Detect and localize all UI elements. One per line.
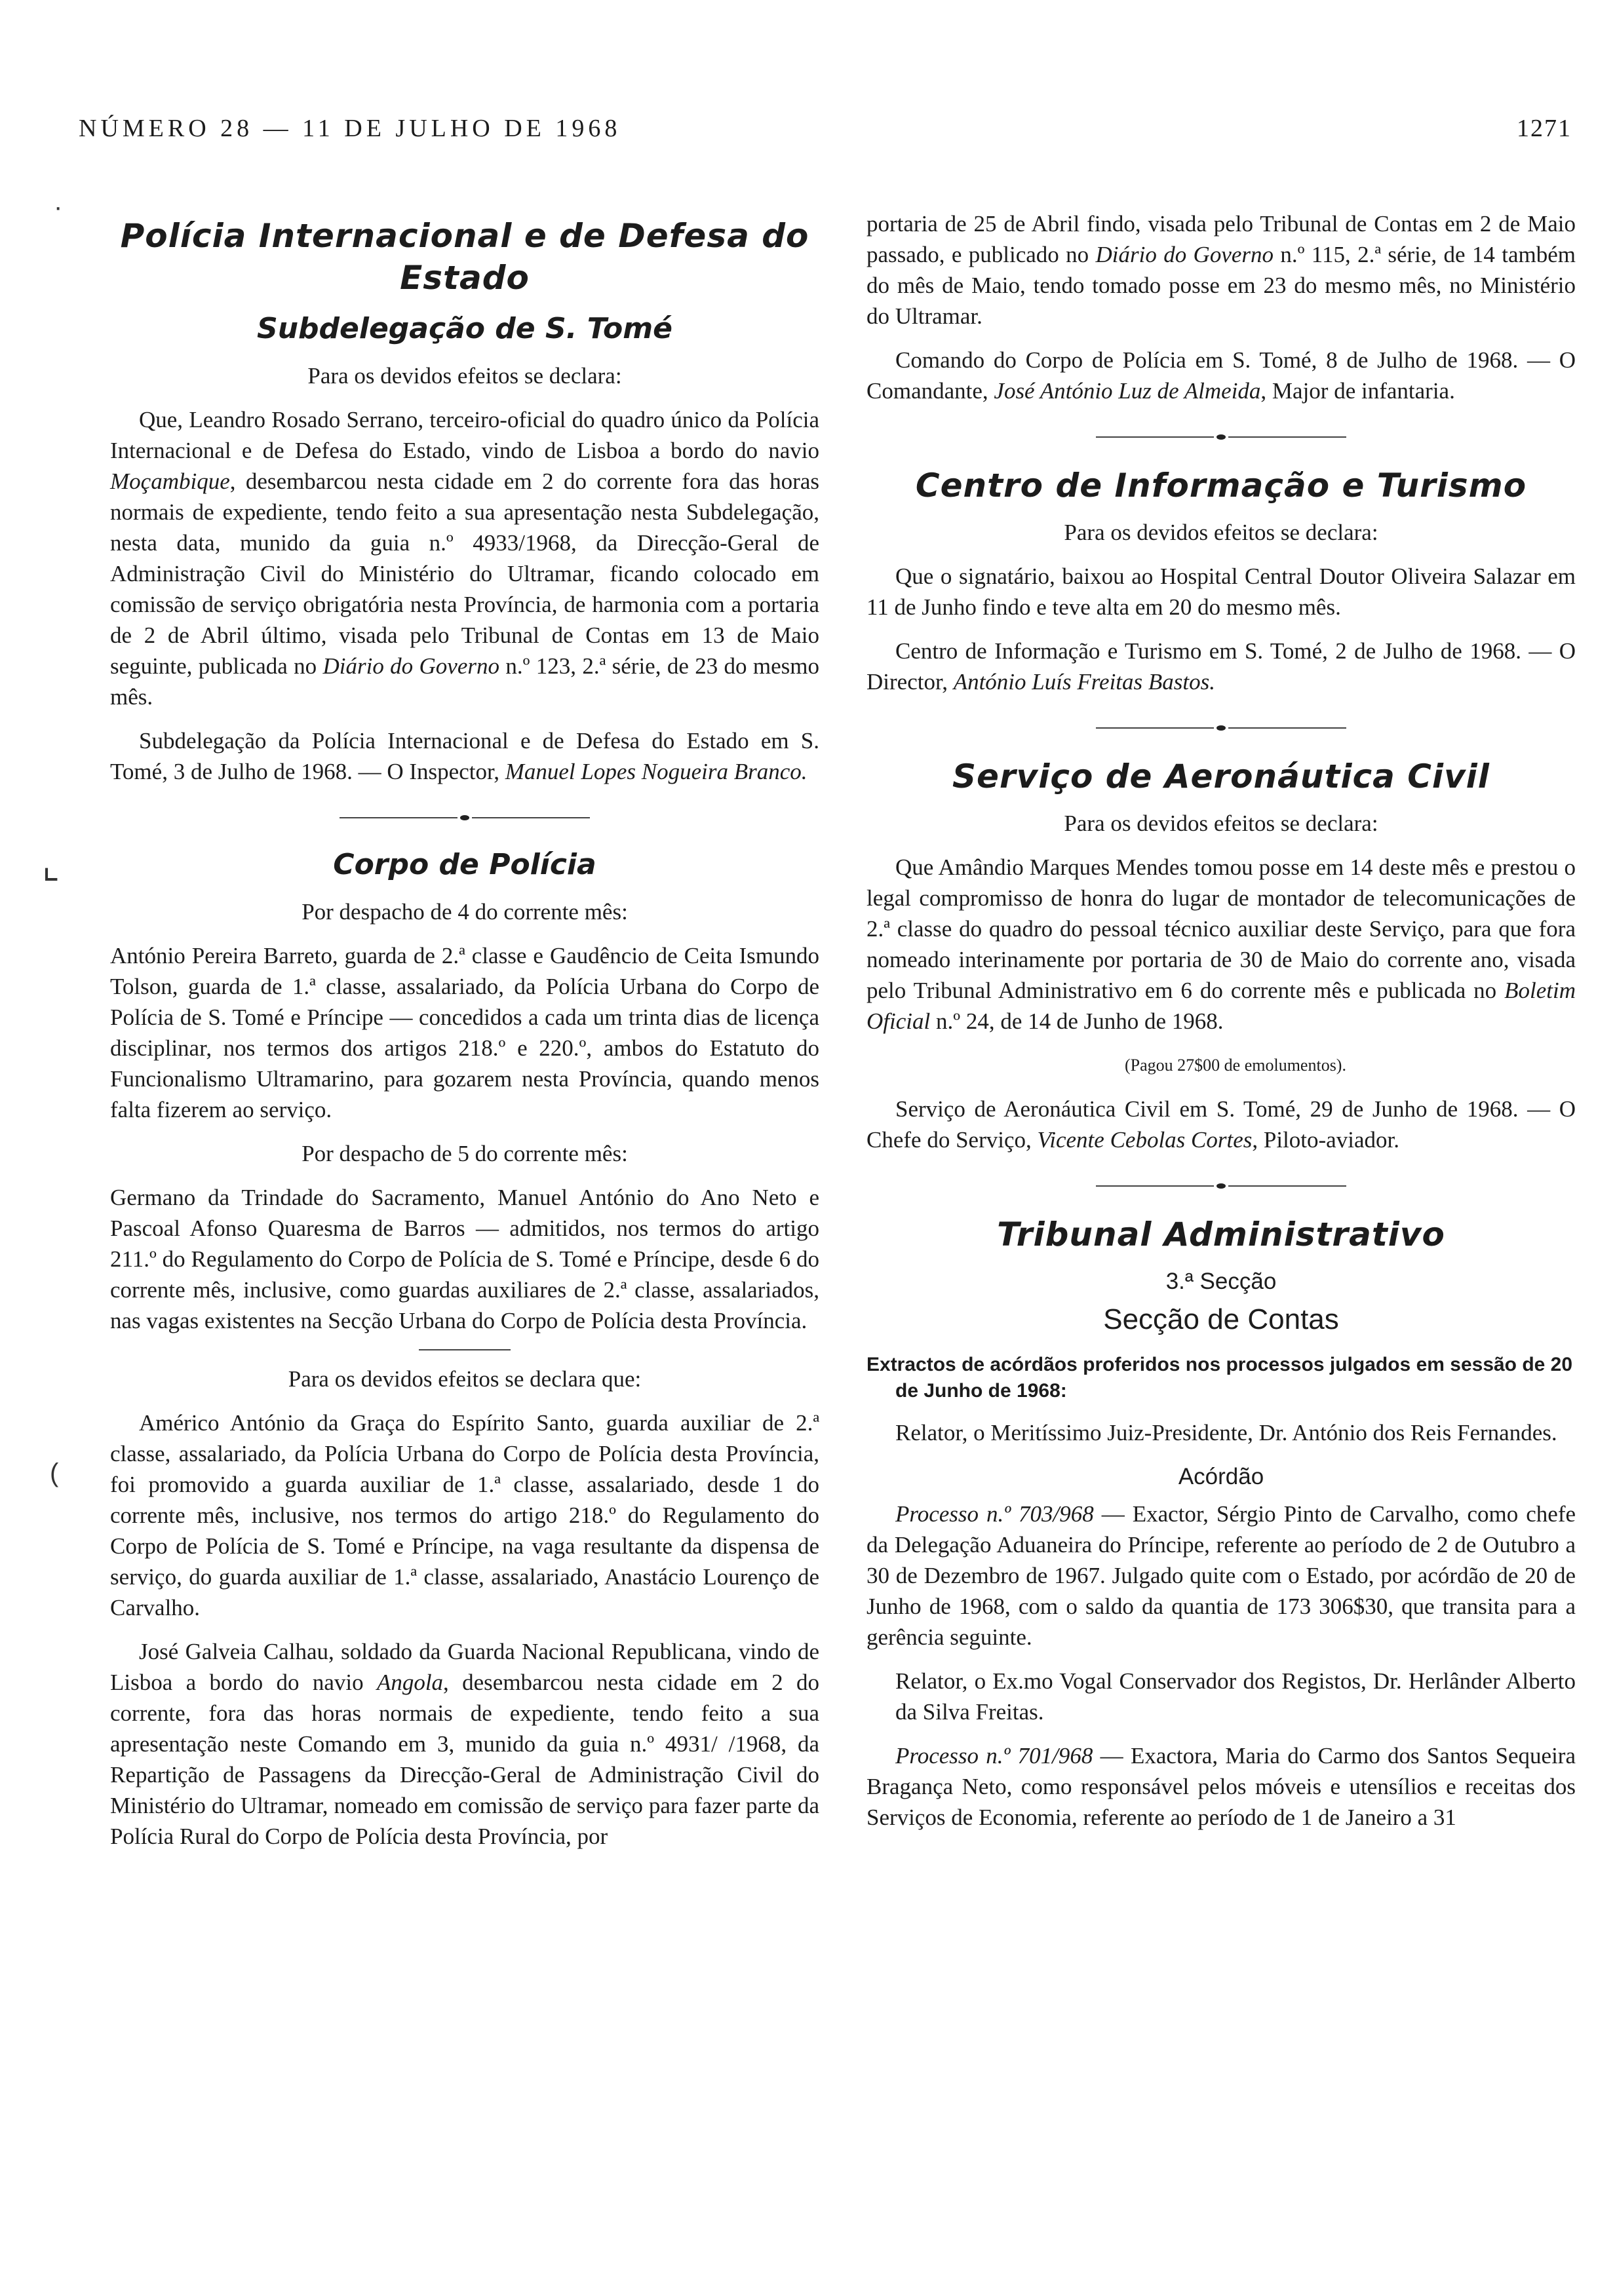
processo-2: Processo n.º 701/968 — Exactora, Maria do Carmo dos Santos Sequeira Bragança Neto, como responsável pelos móveis e utensílios e receitas dos Serviços de Economia, referente ao período de 1 de Janeiro a 31 [866, 1743, 1576, 1830]
acordao-heading: Acórdão [1178, 1464, 1264, 1489]
relator-2: Relator, o Ex.mo Vogal Conservador dos Registos, Dr. Herlânder Alberto da Silva Freitas. [895, 1668, 1576, 1725]
corpo-para-2: Germano da Trindade do Sacramento, Manuel António do Ano Neto e Pascoal Afonso Quaresma de Barros — admitidos, nos termos do artigo 211.º do Regulamento do Corpo de Polícia de S. Tomé e Príncipe, desde 6 do corrente mês, inclusive, como guardas auxiliares de 2.ª classe, assalariados, nas vagas existentes na Secção Urbana do Corpo de Polícia desta Província. [110, 1185, 819, 1333]
section-title-tribunal: Tribunal Administrativo [997, 1215, 1445, 1253]
section-divider [110, 800, 819, 831]
short-rule [419, 1349, 511, 1350]
margin-bracket-mark: ⌞ [42, 844, 60, 887]
fee-note: (Pagou 27$00 de emolumentos). [1125, 1056, 1346, 1075]
left-column [110, 208, 819, 1865]
issue-line: NÚMERO 28 — 11 DE JULHO DE 1968 [79, 115, 621, 142]
continuation-paragraph: portaria de 25 de Abril findo, visada pelo Tribunal de Contas em 2 de Maio passado, e publicado no Diário do Governo n.º 115, 2.ª série, de 14 também do mês de Maio, tendo tomado posse em 23 do mesmo mês, no Ministério do Ultramar. [866, 211, 1576, 329]
page-number: 1271 [1517, 115, 1572, 142]
corpo-para-4: José Galveia Calhau, soldado da Guarda Nacional Republicana, vindo de Lisboa a bordo do navio Angola, desembarcou nesta cidade em 2 do corrente, fora das horas normais de expediente, tendo feito a sua apresentação neste Comando em 3, munido da guia n.º 4931/ /1968, da Repartição de Passagens da Direcção-Geral de Administração Civil do Ministério do Ultramar, nomeado em comissão de serviço para fazer parte da Polícia Rural do Corpo de Polícia desta Província, por [110, 1639, 819, 1849]
declara-heading: Para os devidos efeitos se declara que: [288, 1366, 642, 1392]
section-divider [866, 419, 1576, 450]
tribunal-subsection: Secção de Contas [1103, 1303, 1339, 1335]
page-header [79, 105, 1572, 151]
aero-signature: Serviço de Aeronáutica Civil em S. Tomé, 29 de Junho de 1968. — O Chefe do Serviço, Vicente Cebolas Cortes, Piloto-aviador. [866, 1096, 1576, 1153]
comando-signature: Comando do Corpo de Polícia em S. Tomé, 8 de Julho de 1968. — O Comandante, José António Luz de Almeida, Major de infantaria. [866, 347, 1576, 404]
subsection-title-subdelegacao: Subdelegação de S. Tomé [257, 312, 672, 345]
aero-intro: Para os devidos efeitos se declara: [1064, 811, 1378, 836]
margin-tick-mark: ( [50, 1459, 59, 1487]
despacho-5-heading: Por despacho de 5 do corrente mês: [302, 1141, 628, 1166]
tribunal-section: 3.ª Secção [1165, 1269, 1277, 1294]
right-column [866, 208, 1576, 1846]
section-divider [866, 1168, 1576, 1199]
section-title-aero: Serviço de Aeronáutica Civil [952, 757, 1490, 795]
aero-body: Que Amândio Marques Mendes tomou posse em 14 deste mês e prestou o legal compromisso de honra do lugar de montador de telecomunicações de 2.ª classe do quadro do pessoal técnico auxiliar deste Serviço, para que fora nomeado interinamente por portaria de 30 de Maio do corrente ano, visada pelo Tribunal Administrativo em 6 do corrente mês e publicada no Boletim Oficial n.º 24, de 14 de Junho de 1968. [866, 854, 1576, 1034]
corpo-para-1: António Pereira Barreto, guarda de 2.ª classe e Gaudêncio de Ceita Ismundo Tolson, guarda de 1.ª classe, assalariado, da Polícia Urbana do Corpo de Polícia de S. Tomé e Príncipe — concedidos a cada um trinta dias de licença disciplinar, nos termos dos artigos 218.º e 220.º, ambos do Estatuto do Funcionalismo Ultramarino, para gozarem nesta Província, quando menos falta fizerem ao serviço. [110, 943, 819, 1122]
pide-body: Que, Leandro Rosado Serrano, terceiro-oficial do quadro único da Polícia Internacional e de Defesa do Estado, vindo de Lisboa a bordo do navio Moçambique, desembarcou nesta cidade em 2 do corrente fora das horas normais de expediente, tendo feito a sua apresentação nesta Subdelegação, nesta data, munido da guia n.º 4933/1968, da Direcção-Geral de Administração Civil do Ministério do Ultramar, ficando colocado em comissão de serviço obrigatória nesta Província, de harmonia com a portaria de 2 de Abril último, visada pelo Tribunal de Contas em 13 de Maio seguinte, publicada no Diário do Governo n.º 123, 2.ª série, de 23 do mesmo mês. [110, 407, 819, 710]
section-title-corpo-policia: Corpo de Polícia [333, 848, 596, 881]
section-title-pide: Polícia Internacional e de Defesa do Estado [120, 217, 809, 297]
cit-intro: Para os devidos efeitos se declara: [1064, 520, 1378, 545]
relator-1: Relator, o Meritíssimo Juiz-Presidente, Dr. António dos Reis Fernandes. [895, 1420, 1557, 1445]
declaration-intro: Para os devidos efeitos se declara: [307, 363, 622, 389]
section-divider [866, 710, 1576, 741]
margin-scratch-mark: · [54, 193, 63, 221]
section-title-cit: Centro de Informação e Turismo [915, 467, 1527, 505]
despacho-4-heading: Por despacho de 4 do corrente mês: [302, 899, 628, 925]
cit-body: Que o signatário, baixou ao Hospital Central Doutor Oliveira Salazar em 11 de Junho findo e teve alta em 20 do mesmo mês. [866, 564, 1576, 620]
processo-1: Processo n.º 703/968 — Exactor, Sérgio Pinto de Carvalho, como chefe da Delegação Aduaneira do Príncipe, referente ao período de 2 de Outubro a 30 de Dezembro de 1967. Julgado quite com o Estado, por acórdão de 20 de Junho de 1968, com o saldo da quantia de 173 306$30, que transita para a gerência seguinte. [866, 1501, 1576, 1650]
extracts-heading: Extractos de acórdãos proferidos nos processos julgados em sessão de 20 de Junho de 1968: [866, 1354, 1573, 1402]
pide-signature: Subdelegação da Polícia Internacional e de Defesa do Estado em S. Tomé, 3 de Julho de 1968. — O Inspector, Manuel Lopes Nogueira Branco. [110, 728, 819, 784]
cit-signature: Centro de Informação e Turismo em S. Tomé, 2 de Julho de 1968. — O Director, António Luís Freitas Bastos. [866, 638, 1576, 695]
corpo-para-3: Américo António da Graça do Espírito Santo, guarda auxiliar de 2.ª classe, assalariado, da Polícia Urbana do Corpo de Polícia desta Província, foi promovido a guarda auxiliar de 1.ª classe, assalariado, desde 1 do corrente mês, inclusive, nos termos do artigo 218.º do Regulamento do Corpo de Polícia de S. Tomé e Príncipe, na vaga resultante da dispensa de serviço, do guarda auxiliar de 1.ª classe, assalariado, Anastácio Lourenço de Carvalho. [110, 1410, 819, 1620]
